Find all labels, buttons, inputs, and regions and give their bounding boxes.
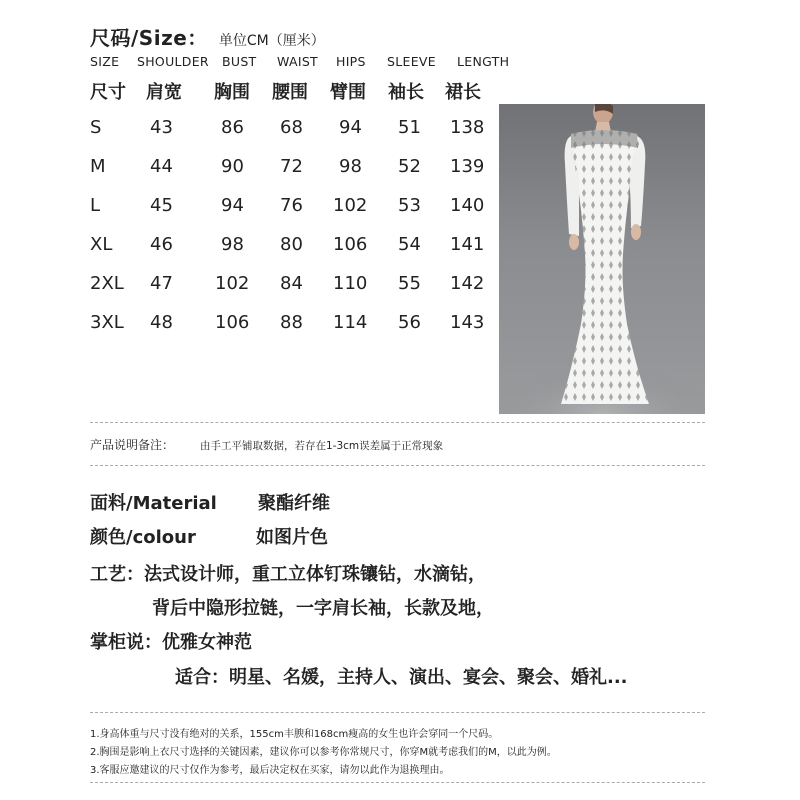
table-cell: 140 [450,195,485,216]
cn-header-shoulder: 肩宽 [146,82,182,103]
table-cell: 54 [398,234,421,255]
unit-text: 单位CM（厘米） [218,33,325,49]
table-cell: 44 [150,156,173,177]
table-cell: 52 [398,156,421,177]
table-cell: 51 [398,117,421,138]
en-header-waist: WAIST [277,54,318,69]
table-cell: 143 [450,312,485,333]
cn-header-size: 尺寸 [90,82,126,103]
size-chart-title [90,22,325,51]
colour-label: 颜色/colour [90,527,196,548]
cn-header-bust: 胸围 [214,82,250,103]
craft-line-1: 工艺：法式设计师，重工立体钉珠镶钻，水滴钻， [90,564,486,585]
en-header-shoulder: SHOULDER [137,54,209,69]
footnote-2: 2.胸围是影响上衣尺寸选择的关键因素，建议你可以参考你常规尺寸，你穿M就考虑我们的M，以此为例。 [90,747,557,758]
table-cell: 94 [339,117,362,138]
table-cell: 142 [450,273,485,294]
table-cell: 141 [450,234,485,255]
table-cell: 76 [280,195,303,216]
footnote-3: 3.客服应邀建议的尺寸仅作为参考，最后决定权在买家，请勿以此作为退换理由。 [90,765,450,776]
size-label-2xl: 2XL [90,273,124,294]
table-cell: 43 [150,117,173,138]
table-cell: 102 [215,273,250,294]
dress-illustration [499,104,705,414]
table-cell: 56 [398,312,421,333]
table-cell: 53 [398,195,421,216]
table-cell: 139 [450,156,485,177]
divider [90,465,705,466]
table-cell: 138 [450,117,485,138]
size-label-s: S [90,117,102,138]
table-cell: 72 [280,156,303,177]
table-cell: 48 [150,312,173,333]
table-cell: 94 [221,195,244,216]
en-header-hips: HIPS [336,54,366,69]
table-cell: 80 [280,234,303,255]
colour-value: 如图片色 [256,527,328,548]
en-header-sleeve: SLEEVE [387,54,436,69]
footnote-1: 1.身高体重与尺寸没有绝对的关系，155cm丰腴和168cm瘦高的女生也许会穿同一个尺码。 [90,729,499,740]
table-cell: 106 [333,234,368,255]
table-cell: 45 [150,195,173,216]
cn-header-waist: 腰围 [272,82,308,103]
table-cell: 114 [333,312,368,333]
table-cell: 46 [150,234,173,255]
note-label: 产品说明备注： [90,438,175,452]
table-cell: 110 [333,273,368,294]
size-label-3xl: 3XL [90,312,124,333]
size-label-m: M [90,156,106,177]
cn-header-sleeve: 袖长 [388,82,424,103]
size-label-xl: XL [90,234,113,255]
divider [90,712,705,713]
divider [90,422,705,423]
title-text: 尺码/Size： [90,26,208,50]
table-cell: 106 [215,312,250,333]
table-cell: 98 [339,156,362,177]
cn-header-length: 裙长 [445,82,481,103]
table-cell: 98 [221,234,244,255]
size-label-l: L [90,195,101,216]
en-header-size: SIZE [90,54,120,69]
table-cell: 102 [333,195,368,216]
material-value: 聚酯纤维 [258,493,330,514]
divider [90,782,705,783]
product-photo [499,104,705,414]
table-cell: 47 [150,273,173,294]
table-cell: 90 [221,156,244,177]
cn-header-arm: 臂围 [330,82,366,103]
en-header-length: LENGTH [457,54,510,69]
table-cell: 84 [280,273,303,294]
table-cell: 88 [280,312,303,333]
table-cell: 86 [221,117,244,138]
en-header-bust: BUST [222,54,257,69]
material-label: 面料/Material [90,493,217,514]
note-text: 由手工平铺取数据，若存在1-3cm误差属于正常现象 [200,440,444,452]
craft-line-2: 背后中隐形拉链，一字肩长袖，长款及地， [152,598,494,619]
suitable-occasions: 适合：明星、名媛，主持人、演出、宴会、聚会、婚礼... [175,667,628,688]
manager-says: 掌柜说：优雅女神范 [90,632,252,653]
table-cell: 55 [398,273,421,294]
table-cell: 68 [280,117,303,138]
